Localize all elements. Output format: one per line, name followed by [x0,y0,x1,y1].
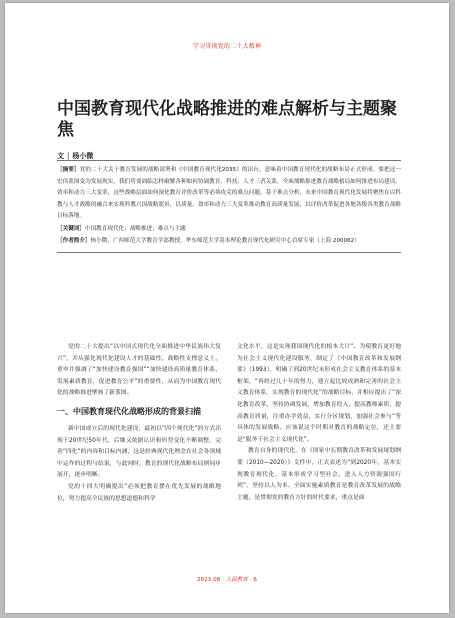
body-paragraph: 党的十四大明确提出“必须把教育摆在优先发展的战略地位，努力提高全民族的思想道德和科学 [57,483,221,502]
section-heading-1: 一、中国教育现代化战略形成的背景扫描 [57,406,201,416]
body-paragraph: 教育自身的现代化，在《国家中长期教育改革和发展规划纲要（2010—2020）》文件中，正式表述为“到2020年，基本实现教育现代化，基本形成学习型社会，进入人力资源强国行列”，坚持以人为本、全面实施素质教育是教育改革发展的战略主题，是贯彻党的教育方针的时代要求，重点是面 [237,448,401,501]
byline-label: 文 [57,152,64,160]
author-info-tag: ［作者简介］ [57,238,91,244]
right-column [237,342,401,504]
author-info-text: 杨小微，广西师范大学教育学部教授，华东师范大学基本理论教育现代化研究中心首席专家（上海 200062） [90,238,360,244]
left-column [57,342,221,505]
abstract-tag: ［摘要］ [57,167,80,173]
intro-paragraph: 党的二十大提出“以中国式现代化全面推进中华民族伟大复兴”，并从强化现代化建设人才的基础性、战略性支撑意义上，重申并强调了“加快建设教育强国”“加快建设高质量教育体系，发展素质教育，促进教育公平”的重要性，从而为中国教育现代化的战略推进擘画了新蓝图。 [57,344,221,397]
keywords-tag: ［关键词］ [57,225,85,232]
abstract-text: 党的二十大关于教育发展的战略部署和《中国教育现代化2035》的出台，意味着中国教育现代化的战略布局正式形成。要把这一宏伟蓝图变为发展现实，我们将要面临怎样破解各种如何协调教育、科技、人才三者关系，全面战略推进教育战略格局如何推进布局建设、效率和动力三大变革，这些战略层面如何深化教育评价改革等必须攻克的难点问题。基于难点分析，未来中国教育现代化发展将聚焦在以科教与人才战略的融合来实现科教兴国战略愿景，以质量、效率和动力三大变革推动教育高质量发展，以评价改革促进各地各级各类教育战略目标落地。 [57,167,401,219]
body-paragraph: 新中国成立后的现代化建设，最初以“四个现代化”的方式出现于20世纪50年代，后继又依据认识和形势变化不断调整、完善“四化”的内容和目标内涵，这是经典现代化理念在社会各领域中运作的过程与结果，与此同时，教育的现代化战略布局则同步展开，逐步明晰。 [57,425,221,479]
article-title: 中国教育现代化战略推进的难点解析与主题聚焦 [57,99,397,140]
page-footer: 2023.08 · 人民教育 · 6 [197,577,257,583]
title-divider [57,160,401,161]
journal-logo: 人民教育 [225,577,248,583]
author-info [57,236,401,248]
running-head: 学习贯彻党的二十大精神 [192,43,262,50]
issue-date: 2023.08 [197,577,221,583]
byline-separator: | [67,152,70,160]
keywords-text: 中国教育现代化；战略推进；难点与主题 [84,225,186,232]
keywords [57,224,401,236]
journal-page [5,3,449,613]
page-number: 6 [253,577,257,583]
author-name: 杨小微 [72,152,94,160]
abstract [57,165,401,223]
abstract-divider [57,252,401,253]
abstract-block [57,165,401,253]
body-paragraph: 文化水平，这是实现我国现代化的根本大计”。为使教育更好地为社会主义现代化建设服务，制定了《中国教育改革和发展纲要》（1993），明确了到20世纪末形成社会主义教育体系的基本框架，“再经过几十年的努力，建立起比较成熟和完善的社会主义教育体系，实现教育的现代化”的战略目标，并相应提出了“深化教育改革，坚持协调发展，增加教育投入，提高教师素质，提高教育质量，注重办学效益，实行分区规划，加强社会参与”等具体的发展战略。应该说这个时期对教育的战略定位，还主要是“服务于社会主义现代化”。 [237,344,401,443]
